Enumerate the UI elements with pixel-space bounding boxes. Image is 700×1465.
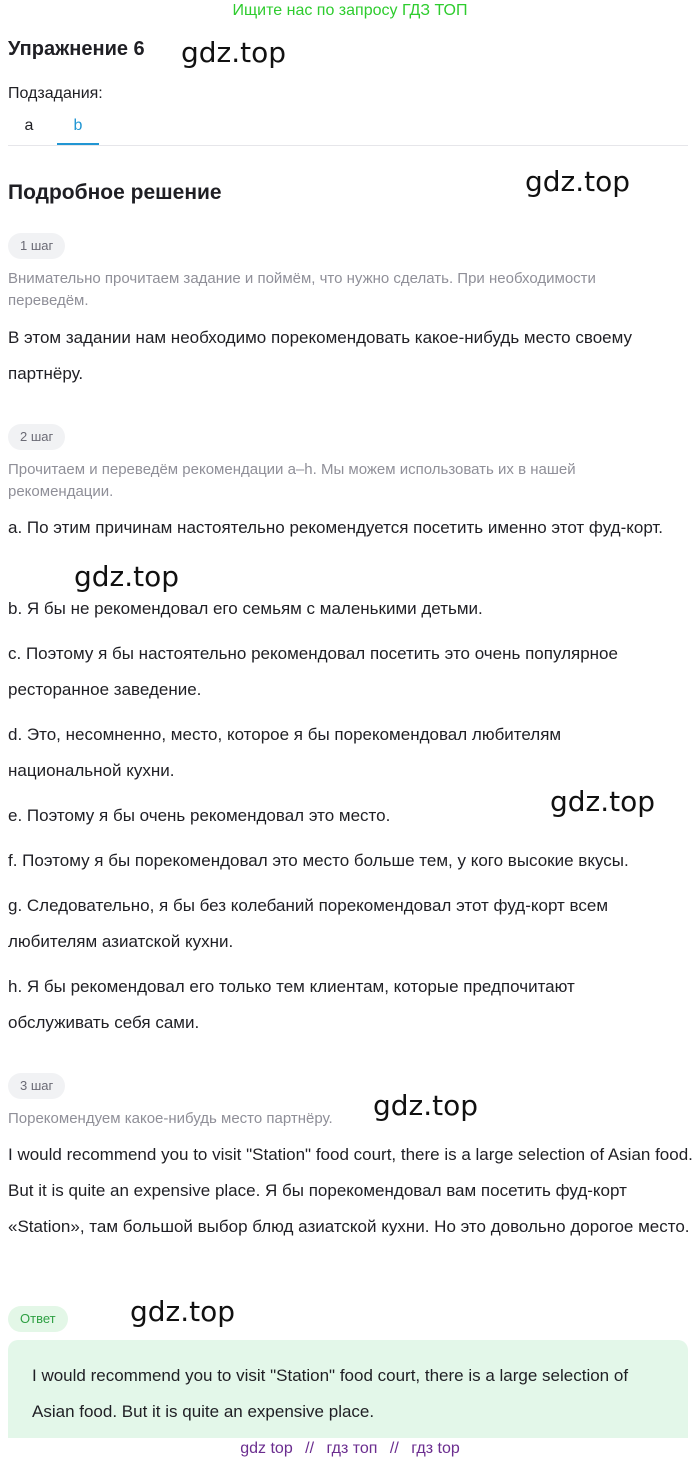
list-item: a. По этим причинам настоятельно рекомендуется посетить именно этот фуд-корт. xyxy=(8,518,664,537)
footer-separator: // xyxy=(305,1440,315,1457)
step-badge: 1 шаг xyxy=(8,233,65,259)
footer-separator: // xyxy=(389,1440,399,1457)
footer-link[interactable]: гдз топ xyxy=(326,1440,378,1457)
list-item: e. Поэтому я бы очень рекомендовал это место. xyxy=(8,806,391,825)
tabs-divider xyxy=(8,145,688,146)
solution-title: Подробное решение xyxy=(8,181,222,204)
watermark: gdz.top xyxy=(130,1295,236,1328)
list-item: b. Я бы не рекомендовал его семьям с маленькими детьми. xyxy=(8,599,483,618)
list-item: d. Это, несомненно, место, которое я бы порекомендовал любителям национальной кухни. xyxy=(8,725,562,780)
step-badge: 3 шаг xyxy=(8,1073,65,1099)
step-text: В этом задании нам необходимо порекомендовать какое-нибудь место своему партнёру. xyxy=(8,328,632,383)
search-hint-link[interactable]: Ищите нас по запросу ГДЗ ТОП xyxy=(232,2,468,19)
subtasks-label: Подзадания: xyxy=(8,85,103,102)
answer-badge: Ответ xyxy=(8,1306,68,1332)
watermark: gdz.top xyxy=(74,560,180,593)
answer-text: I would recommend you to visit "Station" food court, there is a large selection of Asian food. But it is quite an expensive place. xyxy=(32,1366,629,1421)
footer-link[interactable]: gdz top xyxy=(240,1440,293,1457)
tab-subtask-b[interactable]: b xyxy=(57,117,99,145)
list-item: h. Я бы рекомендовал его только тем клиентам, которые предпочитают обслуживать себя сами. xyxy=(8,977,575,1032)
step-text: I would recommend you to visit "Station" food court, there is a large selection of Asian food. But it is quite an expensive place. Я бы порекомендовал вам посетить фуд-корт «Station», там большой выбор блюд азиатской кухни. Но это довольно дорогое место. xyxy=(8,1145,693,1236)
exercise-title: Упражнение 6 xyxy=(8,38,145,60)
watermark: gdz.top xyxy=(181,36,287,69)
list-item: g. Следовательно, я бы без колебаний порекомендовал этот фуд-корт всем любителям азиатской кухни. xyxy=(8,896,609,951)
answer-box xyxy=(8,1340,688,1438)
step-hint: Внимательно прочитаем задание и поймём, что нужно сделать. При необходимости переведём. xyxy=(8,270,596,309)
footer-links xyxy=(0,1440,700,1458)
watermark: gdz.top xyxy=(550,785,656,818)
step-badge: 2 шаг xyxy=(8,424,65,450)
step-hint: Порекомендуем какое-нибудь место партнёру. xyxy=(8,1110,333,1127)
step-hint: Прочитаем и переведём рекомендации a–h. Мы можем использовать их в нашей рекомендации. xyxy=(8,461,576,500)
tab-subtask-a[interactable]: a xyxy=(24,117,34,134)
footer-link[interactable]: гдз top xyxy=(411,1440,460,1457)
list-item: c. Поэтому я бы настоятельно рекомендовал посетить это очень популярное ресторанное заведение. xyxy=(8,644,618,699)
list-item: f. Поэтому я бы порекомендовал это место больше тем, у кого высокие вкусы. xyxy=(8,851,629,870)
watermark: gdz.top xyxy=(373,1089,479,1122)
watermark: gdz.top xyxy=(525,165,631,198)
